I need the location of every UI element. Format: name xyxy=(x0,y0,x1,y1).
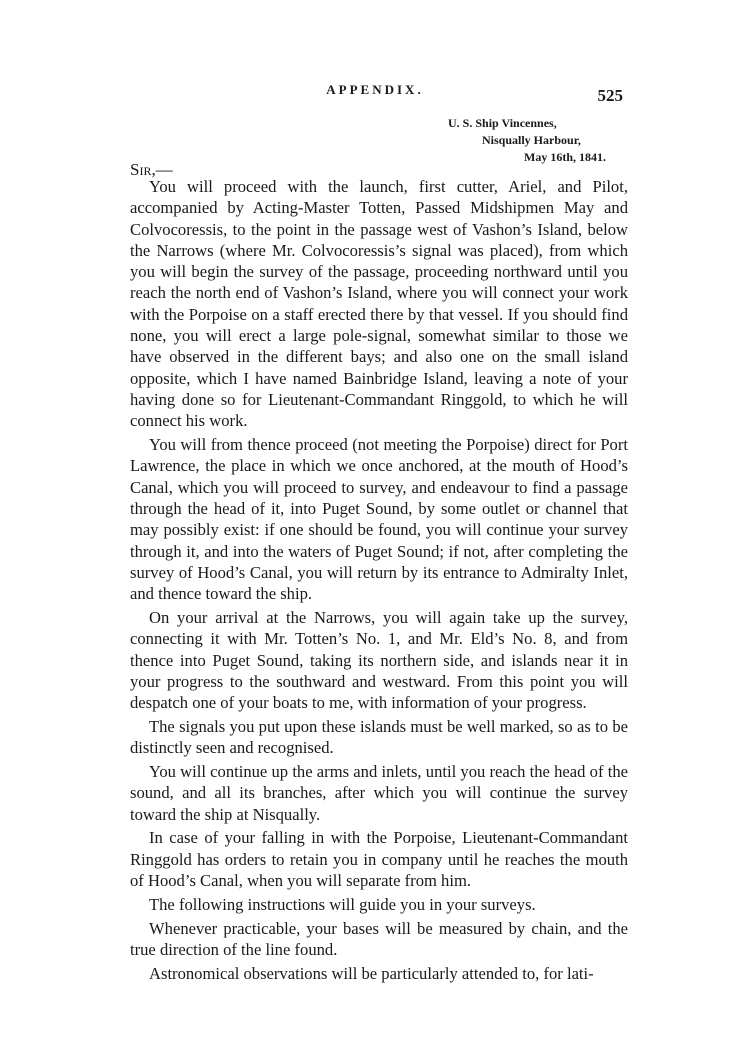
dateline-place: Nisqually Harbour, xyxy=(482,133,581,147)
salutation: Sir,— xyxy=(130,160,173,179)
page-number: 525 xyxy=(597,86,623,105)
paragraph: In case of your falling in with the Porpoise, Lieutenant-Commandant Ringgold has orders to retain you in company until he reaches the mouth of Hood’s Canal, when you will separate from him. xyxy=(130,828,628,890)
paragraph: The signals you put upon these islands must be well marked, so as to be distinctly seen and recognised. xyxy=(130,716,628,758)
paragraph: You will continue up the arms and inlets, until you reach the head of the sound, and all its branches, after which you will continue the survey toward the ship at Nisqually. xyxy=(130,762,628,824)
dateline-date: May 16th, 1841. xyxy=(524,150,606,164)
paragraph: On your arrival at the Narrows, you will again take up the survey, connecting it with Mr. Totten’s No. 1, and Mr. Eld’s No. 8, and from thence into Puget Sound, taking its northern side, and islands near it in your progress to the southward and westward. From this point you will despatch one of your boats to me, with information of your progress. xyxy=(130,607,628,713)
letter-body xyxy=(130,176,628,986)
running-head: APPENDIX. xyxy=(326,82,424,97)
paragraph: Whenever practicable, your bases will be measured by chain, and the true direction of the line found. xyxy=(130,918,628,959)
dateline xyxy=(440,115,630,166)
paragraph: Astronomical observations will be particularly attended to, for lati- xyxy=(149,963,594,983)
dateline-ship: U. S. Ship Vincennes, xyxy=(448,116,557,130)
paragraph: The following instructions will guide you in your surveys. xyxy=(149,894,536,914)
paragraph: You will proceed with the launch, first cutter, Ariel, and Pilot, accompanied by Acting-Master Totten, Passed Midshipmen May and Colvocoressis, to the point in the passage west of Vashon’s Island, below the Narrows (where Mr. Colvocoressis’s signal was placed), from which you will begin the survey of the passage, proceeding northward until you reach the north end of Vashon’s Island, where you will connect your work with the Porpoise on a staff erected there by that vessel. If you should find none, you will erect a large pole-signal, somewhat similar to those we have observed in the different bays; and also one on the small island opposite, which I have named Bainbridge Island, leaving a note of your having done so for Lieutenant-Commandant Ringgold, to which he will connect his work. xyxy=(130,177,628,431)
paragraph: You will from thence proceed (not meeting the Porpoise) direct for Port Lawrence, the place in which we once anchored, at the mouth of Hood’s Canal, which you will proceed to survey, and endeavour to find a passage through the head of it, into Puget Sound, by some outlet or channel that may possibly exist: if one should be found, you will continue your survey through it, and into the waters of Puget Sound; if not, after completing the survey of Hood’s Canal, you will return by its entrance to Admiralty Inlet, and thence toward the ship. xyxy=(130,435,628,604)
